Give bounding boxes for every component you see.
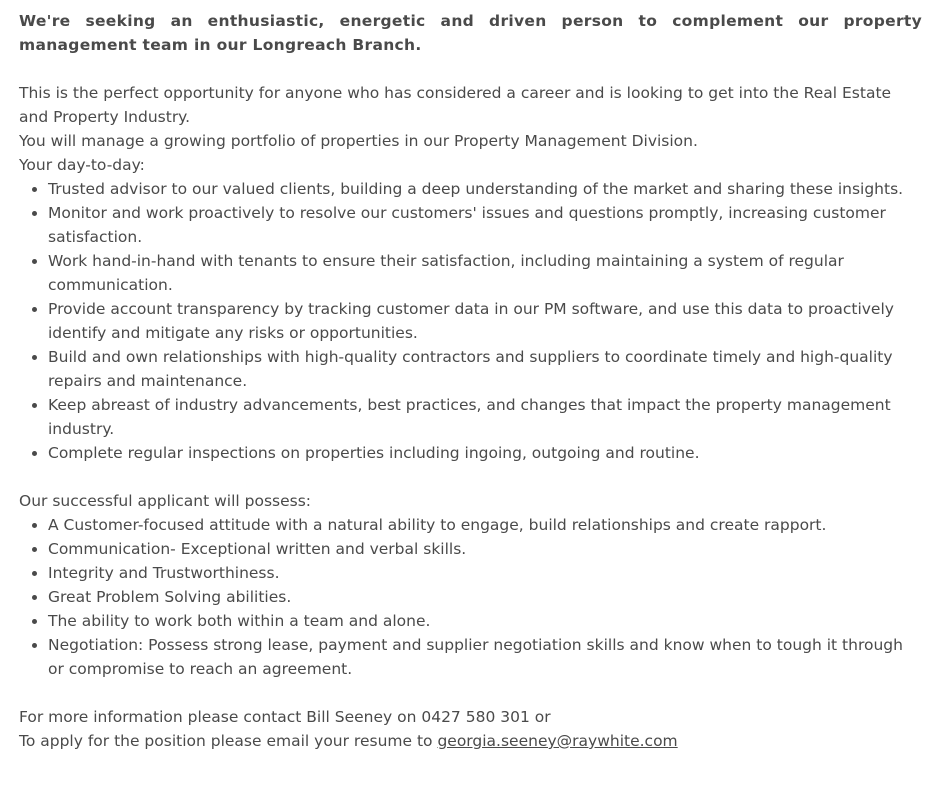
manage-text: You will manage a growing portfolio of properties in our Property Management Division.	[19, 132, 698, 150]
qualities-list	[19, 513, 922, 681]
list-item: • Complete regular inspections on properties including ingoing, outgoing and routine.	[48, 441, 922, 465]
list-item: • Communication- Exceptional written and verbal skills.	[48, 537, 922, 561]
spacer	[19, 465, 922, 489]
apply-text	[19, 729, 922, 753]
intro-heading: We're seeking an enthusiastic, energetic and driven person to complement our property management team in our Longreach Branch.	[19, 12, 922, 54]
list-item: • Build and own relationships with high-quality contractors and suppliers to coordinate timely and high-quality repairs and maintenance.	[48, 345, 922, 393]
day-to-day-heading: Your day-to-day:	[19, 156, 145, 174]
list-item: • Monitor and work proactively to resolve our customers' issues and questions promptly, increasing customer satisfaction.	[48, 201, 922, 249]
spacer	[19, 681, 922, 705]
apply-prefix: To apply for the position please email your resume to	[19, 732, 438, 750]
applicant-heading: Our successful applicant will possess:	[19, 492, 312, 510]
list-item: • Keep abreast of industry advancements, best practices, and changes that impact the property management industry.	[48, 393, 922, 441]
contact-text: For more information please contact Bill Seeney on 0427 580 301 or	[19, 708, 551, 726]
list-item: • The ability to work both within a team and alone.	[48, 609, 922, 633]
list-item: • Negotiation: Possess strong lease, payment and supplier negotiation skills and know when to tough it through or compromise to reach an agreement.	[48, 633, 922, 681]
list-item: • Trusted advisor to our valued clients, building a deep understanding of the market and sharing these insights.	[48, 177, 922, 201]
list-item: • Provide account transparency by tracking customer data in our PM software, and use this data to proactively identify and mitigate any risks or opportunities.	[48, 297, 922, 345]
list-item: • Integrity and Trustworthiness.	[48, 561, 922, 585]
list-item: • Great Problem Solving abilities.	[48, 585, 922, 609]
duties-list	[19, 177, 922, 465]
list-item: • Work hand-in-hand with tenants to ensure their satisfaction, including maintaining a system of regular communication.	[48, 249, 922, 297]
job-description	[19, 9, 922, 753]
opportunity-text: This is the perfect opportunity for anyone who has considered a career and is looking to get into the Real Estate and Property Industry.	[19, 84, 892, 126]
list-item: • A Customer-focused attitude with a natural ability to engage, build relationships and create rapport.	[48, 513, 922, 537]
spacer	[19, 57, 922, 81]
email-link[interactable]: georgia.seeney@raywhite.com	[437, 732, 678, 750]
